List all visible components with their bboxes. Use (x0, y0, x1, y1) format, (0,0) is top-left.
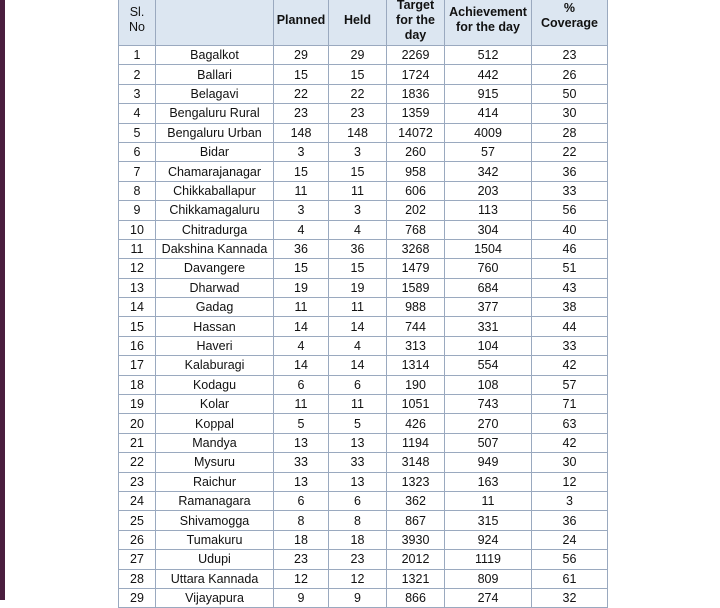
cell-target: 988 (387, 298, 445, 317)
cell-held: 4 (329, 220, 387, 239)
cell-planned: 15 (274, 259, 329, 278)
cell-district: Gadag (156, 298, 274, 317)
cell-district: Chikkamagaluru (156, 201, 274, 220)
cell-planned: 148 (274, 123, 329, 142)
cell-planned: 29 (274, 46, 329, 65)
table-row (119, 278, 608, 297)
cell-coverage: 36 (532, 162, 608, 181)
cell-held: 33 (329, 453, 387, 472)
cell-coverage: 63 (532, 414, 608, 433)
table-row (119, 65, 608, 84)
cell-coverage: 30 (532, 453, 608, 472)
table-row (119, 142, 608, 161)
cell-achievement: 809 (445, 569, 532, 588)
cell-planned: 22 (274, 84, 329, 103)
cell-achievement: 342 (445, 162, 532, 181)
cell-coverage: 56 (532, 550, 608, 569)
cell-planned: 6 (274, 375, 329, 394)
cell-sl-no: 12 (119, 259, 156, 278)
cell-target: 426 (387, 414, 445, 433)
cell-district: Koppal (156, 414, 274, 433)
cell-district: Hassan (156, 317, 274, 336)
table-row (119, 491, 608, 510)
cell-district: Dakshina Kannada (156, 239, 274, 258)
table-row (119, 104, 608, 123)
cell-target: 1724 (387, 65, 445, 84)
cell-achievement: 57 (445, 142, 532, 161)
cell-achievement: 315 (445, 511, 532, 530)
cell-sl-no: 18 (119, 375, 156, 394)
cell-coverage: 46 (532, 239, 608, 258)
cell-district: Bidar (156, 142, 274, 161)
cell-sl-no: 3 (119, 84, 156, 103)
cell-district: Mandya (156, 433, 274, 452)
cell-achievement: 924 (445, 530, 532, 549)
cell-held: 11 (329, 298, 387, 317)
header-coverage-percent: % (563, 1, 576, 15)
cell-target: 362 (387, 491, 445, 510)
table-row (119, 569, 608, 588)
table-header (119, 0, 608, 46)
cell-coverage: 57 (532, 375, 608, 394)
cell-achievement: 507 (445, 433, 532, 452)
cell-planned: 11 (274, 181, 329, 200)
cell-sl-no: 26 (119, 530, 156, 549)
header-district (156, 0, 274, 46)
cell-achievement: 163 (445, 472, 532, 491)
cell-district: Vijayapura (156, 588, 274, 607)
cell-held: 6 (329, 491, 387, 510)
cell-district: Mysuru (156, 453, 274, 472)
cell-coverage: 36 (532, 511, 608, 530)
table-row (119, 530, 608, 549)
cell-target: 1321 (387, 569, 445, 588)
cell-planned: 13 (274, 433, 329, 452)
cell-district: Bagalkot (156, 46, 274, 65)
cell-target: 3930 (387, 530, 445, 549)
cell-held: 29 (329, 46, 387, 65)
cell-held: 15 (329, 162, 387, 181)
cell-target: 867 (387, 511, 445, 530)
table-row (119, 511, 608, 530)
cell-held: 15 (329, 65, 387, 84)
header-row (119, 0, 608, 46)
cell-target: 260 (387, 142, 445, 161)
cell-achievement: 4009 (445, 123, 532, 142)
cell-sl-no: 29 (119, 588, 156, 607)
cell-planned: 23 (274, 550, 329, 569)
table-row (119, 259, 608, 278)
table-row (119, 433, 608, 452)
cell-sl-no: 15 (119, 317, 156, 336)
cell-target: 1589 (387, 278, 445, 297)
cell-held: 19 (329, 278, 387, 297)
cell-coverage: 40 (532, 220, 608, 239)
cell-target: 1051 (387, 395, 445, 414)
cell-coverage: 61 (532, 569, 608, 588)
cell-target: 1836 (387, 84, 445, 103)
cell-planned: 11 (274, 395, 329, 414)
cell-target: 1479 (387, 259, 445, 278)
cell-district: Chikkaballapur (156, 181, 274, 200)
cell-sl-no: 11 (119, 239, 156, 258)
cell-sl-no: 6 (119, 142, 156, 161)
cell-achievement: 743 (445, 395, 532, 414)
cell-sl-no: 17 (119, 356, 156, 375)
cell-coverage: 30 (532, 104, 608, 123)
table-row (119, 46, 608, 65)
cell-achievement: 1504 (445, 239, 532, 258)
cell-target: 313 (387, 336, 445, 355)
cell-district: Dharwad (156, 278, 274, 297)
cell-target: 768 (387, 220, 445, 239)
cell-sl-no: 2 (119, 65, 156, 84)
table-row (119, 336, 608, 355)
cell-sl-no: 21 (119, 433, 156, 452)
cell-held: 22 (329, 84, 387, 103)
cell-coverage: 71 (532, 395, 608, 414)
cell-planned: 9 (274, 588, 329, 607)
table-row (119, 201, 608, 220)
district-session-table (118, 0, 608, 608)
cell-target: 866 (387, 588, 445, 607)
cell-held: 11 (329, 395, 387, 414)
cell-held: 6 (329, 375, 387, 394)
table-row (119, 239, 608, 258)
table-row (119, 550, 608, 569)
cell-coverage: 43 (532, 278, 608, 297)
cell-held: 23 (329, 550, 387, 569)
cell-coverage: 26 (532, 65, 608, 84)
cell-achievement: 915 (445, 84, 532, 103)
cell-district: Kodagu (156, 375, 274, 394)
cell-district: Davangere (156, 259, 274, 278)
cell-coverage: 33 (532, 336, 608, 355)
cell-achievement: 331 (445, 317, 532, 336)
table-row (119, 317, 608, 336)
cell-achievement: 377 (445, 298, 532, 317)
cell-sl-no: 16 (119, 336, 156, 355)
cell-sl-no: 25 (119, 511, 156, 530)
cell-achievement: 949 (445, 453, 532, 472)
cell-coverage: 23 (532, 46, 608, 65)
cell-held: 18 (329, 530, 387, 549)
cell-coverage: 22 (532, 142, 608, 161)
cell-planned: 11 (274, 298, 329, 317)
cell-held: 36 (329, 239, 387, 258)
cell-district: Uttara Kannada (156, 569, 274, 588)
cell-target: 1314 (387, 356, 445, 375)
cell-planned: 4 (274, 220, 329, 239)
cell-planned: 18 (274, 530, 329, 549)
cell-sl-no: 5 (119, 123, 156, 142)
cell-district: Haveri (156, 336, 274, 355)
cell-coverage: 51 (532, 259, 608, 278)
cell-target: 1194 (387, 433, 445, 452)
cell-district: Raichur (156, 472, 274, 491)
cell-achievement: 414 (445, 104, 532, 123)
cell-district: Kalaburagi (156, 356, 274, 375)
cell-held: 148 (329, 123, 387, 142)
cell-achievement: 442 (445, 65, 532, 84)
cell-district: Kolar (156, 395, 274, 414)
cell-planned: 12 (274, 569, 329, 588)
left-border-bar (0, 0, 5, 600)
cell-planned: 14 (274, 317, 329, 336)
cell-district: Ballari (156, 65, 274, 84)
cell-achievement: 270 (445, 414, 532, 433)
cell-district: Tumakuru (156, 530, 274, 549)
table-row (119, 220, 608, 239)
cell-planned: 5 (274, 414, 329, 433)
table-row (119, 123, 608, 142)
cell-held: 11 (329, 181, 387, 200)
cell-target: 1359 (387, 104, 445, 123)
cell-target: 1323 (387, 472, 445, 491)
cell-planned: 19 (274, 278, 329, 297)
cell-achievement: 554 (445, 356, 532, 375)
cell-sl-no: 4 (119, 104, 156, 123)
cell-coverage: 56 (532, 201, 608, 220)
cell-sl-no: 19 (119, 395, 156, 414)
cell-planned: 3 (274, 142, 329, 161)
header-coverage-label: Coverage (541, 16, 598, 30)
table-row (119, 414, 608, 433)
cell-target: 3268 (387, 239, 445, 258)
header-planned: Planned (274, 0, 329, 46)
cell-held: 3 (329, 142, 387, 161)
cell-coverage: 3 (532, 491, 608, 510)
cell-planned: 14 (274, 356, 329, 375)
cell-sl-no: 7 (119, 162, 156, 181)
cell-planned: 8 (274, 511, 329, 530)
cell-held: 4 (329, 336, 387, 355)
table-row (119, 162, 608, 181)
cell-coverage: 28 (532, 123, 608, 142)
cell-held: 14 (329, 356, 387, 375)
table-row (119, 84, 608, 103)
cell-achievement: 304 (445, 220, 532, 239)
cell-district: Bengaluru Urban (156, 123, 274, 142)
cell-coverage: 38 (532, 298, 608, 317)
cell-planned: 15 (274, 162, 329, 181)
cell-district: Bengaluru Rural (156, 104, 274, 123)
cell-planned: 15 (274, 65, 329, 84)
cell-held: 13 (329, 433, 387, 452)
cell-planned: 6 (274, 491, 329, 510)
cell-achievement: 11 (445, 491, 532, 510)
cell-achievement: 104 (445, 336, 532, 355)
cell-achievement: 113 (445, 201, 532, 220)
cell-coverage: 42 (532, 356, 608, 375)
cell-target: 2012 (387, 550, 445, 569)
cell-coverage: 44 (532, 317, 608, 336)
cell-district: Belagavi (156, 84, 274, 103)
header-sl-no: Sl. No (119, 0, 156, 46)
header-held: Held (329, 0, 387, 46)
cell-planned: 36 (274, 239, 329, 258)
table-row (119, 588, 608, 607)
cell-coverage: 50 (532, 84, 608, 103)
cell-sl-no: 1 (119, 46, 156, 65)
cell-target: 202 (387, 201, 445, 220)
cell-held: 15 (329, 259, 387, 278)
cell-coverage: 12 (532, 472, 608, 491)
cell-district: Udupi (156, 550, 274, 569)
cell-achievement: 108 (445, 375, 532, 394)
cell-held: 12 (329, 569, 387, 588)
cell-achievement: 760 (445, 259, 532, 278)
cell-target: 958 (387, 162, 445, 181)
cell-planned: 3 (274, 201, 329, 220)
table-row (119, 375, 608, 394)
cell-held: 14 (329, 317, 387, 336)
table-row (119, 472, 608, 491)
cell-achievement: 1119 (445, 550, 532, 569)
cell-sl-no: 10 (119, 220, 156, 239)
table-body (119, 46, 608, 608)
cell-held: 5 (329, 414, 387, 433)
cell-held: 9 (329, 588, 387, 607)
table-row (119, 181, 608, 200)
cell-sl-no: 14 (119, 298, 156, 317)
cell-planned: 23 (274, 104, 329, 123)
cell-target: 606 (387, 181, 445, 200)
cell-district: Shivamogga (156, 511, 274, 530)
cell-sl-no: 27 (119, 550, 156, 569)
header-target: Target for the day (387, 0, 445, 46)
cell-planned: 13 (274, 472, 329, 491)
cell-sl-no: 13 (119, 278, 156, 297)
cell-district: Chitradurga (156, 220, 274, 239)
cell-target: 190 (387, 375, 445, 394)
cell-achievement: 274 (445, 588, 532, 607)
cell-coverage: 33 (532, 181, 608, 200)
cell-coverage: 32 (532, 588, 608, 607)
cell-target: 744 (387, 317, 445, 336)
cell-coverage: 42 (532, 433, 608, 452)
table-row (119, 298, 608, 317)
cell-sl-no: 23 (119, 472, 156, 491)
cell-planned: 33 (274, 453, 329, 472)
table-row (119, 356, 608, 375)
cell-held: 3 (329, 201, 387, 220)
table-row (119, 453, 608, 472)
cell-coverage: 24 (532, 530, 608, 549)
table-row (119, 395, 608, 414)
header-coverage-wrap (541, 1, 598, 31)
cell-district: Ramanagara (156, 491, 274, 510)
cell-planned: 4 (274, 336, 329, 355)
cell-target: 3148 (387, 453, 445, 472)
cell-held: 13 (329, 472, 387, 491)
cell-target: 14072 (387, 123, 445, 142)
cell-achievement: 684 (445, 278, 532, 297)
cell-achievement: 203 (445, 181, 532, 200)
cell-sl-no: 20 (119, 414, 156, 433)
cell-district: Chamarajanagar (156, 162, 274, 181)
header-coverage (532, 0, 608, 46)
cell-sl-no: 8 (119, 181, 156, 200)
cell-held: 23 (329, 104, 387, 123)
cell-sl-no: 28 (119, 569, 156, 588)
cell-sl-no: 22 (119, 453, 156, 472)
cell-sl-no: 24 (119, 491, 156, 510)
cell-held: 8 (329, 511, 387, 530)
header-achievement: Achievement for the day (445, 0, 532, 46)
cell-achievement: 512 (445, 46, 532, 65)
cell-sl-no: 9 (119, 201, 156, 220)
cell-target: 2269 (387, 46, 445, 65)
